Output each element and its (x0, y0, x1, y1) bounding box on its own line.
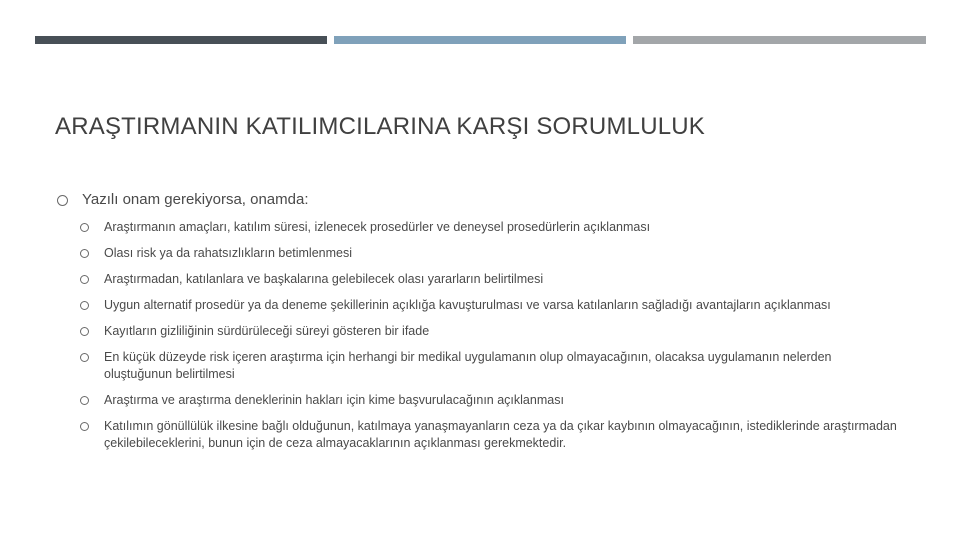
sub-bullet-list (80, 219, 900, 461)
list-item-text: Olası risk ya da rahatsızlıkların betimlenmesi (104, 246, 353, 260)
header-bar-gray (633, 36, 926, 44)
list-item-text: Katılımın gönüllülük ilkesine bağlı olduğunun, katılmaya yanaşmayanların ceza ya da çıkar kaybının olmayacağının, istediklerinde araştırmadan çekilebileceklerini, bunun için de ceza almayacaklarının açıklanması gerekmektedir. (104, 419, 897, 450)
circle-bullet-icon (80, 301, 89, 310)
list-item (80, 271, 900, 288)
header-bar-blue (334, 36, 626, 44)
list-item-text: Kayıtların gizliliğinin sürdürüleceği süreyi gösteren bir ifade (104, 324, 430, 338)
circle-bullet-icon (80, 275, 89, 284)
circle-bullet-icon (80, 327, 89, 336)
list-item-text: Araştırmanın amaçları, katılım süresi, izlenecek prosedürler ve deneysel prosedürlerin açıklanması (104, 220, 651, 234)
circle-bullet-icon (80, 353, 89, 362)
header-bar-dark (35, 36, 327, 44)
main-bullet (57, 191, 917, 208)
list-item-text: Uygun alternatif prosedür ya da deneme şekillerinin açıklığa kavuşturulması ve varsa katılanların sağladığı avantajların açıklanması (104, 298, 831, 312)
list-item-text: Araştırma ve araştırma deneklerinin hakları için kime başvurulacağının açıklanması (104, 393, 564, 407)
slide-title: ARAŞTIRMANIN KATILIMCILARINA KARŞI SORUMLULUK (55, 113, 706, 140)
circle-bullet-icon (80, 396, 89, 405)
list-item (80, 418, 900, 452)
list-item (80, 349, 900, 383)
list-item (80, 245, 900, 262)
list-item-text: Araştırmadan, katılanlara ve başkalarına gelebilecek olası yararların belirtilmesi (104, 272, 544, 286)
list-item-text: En küçük düzeyde risk içeren araştırma için herhangi bir medikal uygulamanın olup olmayacağının, olacaksa uygulamanın nelerden oluştuğunun belirtilmesi (104, 350, 832, 381)
main-bullet-text: Yazılı onam gerekiyorsa, onamda: (82, 191, 309, 208)
list-item (80, 392, 900, 409)
list-item (80, 219, 900, 236)
list-item (80, 297, 900, 314)
header-decoration-bars (35, 36, 926, 44)
circle-bullet-icon (80, 223, 89, 232)
circle-bullet-icon (80, 249, 89, 258)
circle-bullet-icon (57, 195, 68, 206)
circle-bullet-icon (80, 422, 89, 431)
list-item (80, 323, 900, 340)
